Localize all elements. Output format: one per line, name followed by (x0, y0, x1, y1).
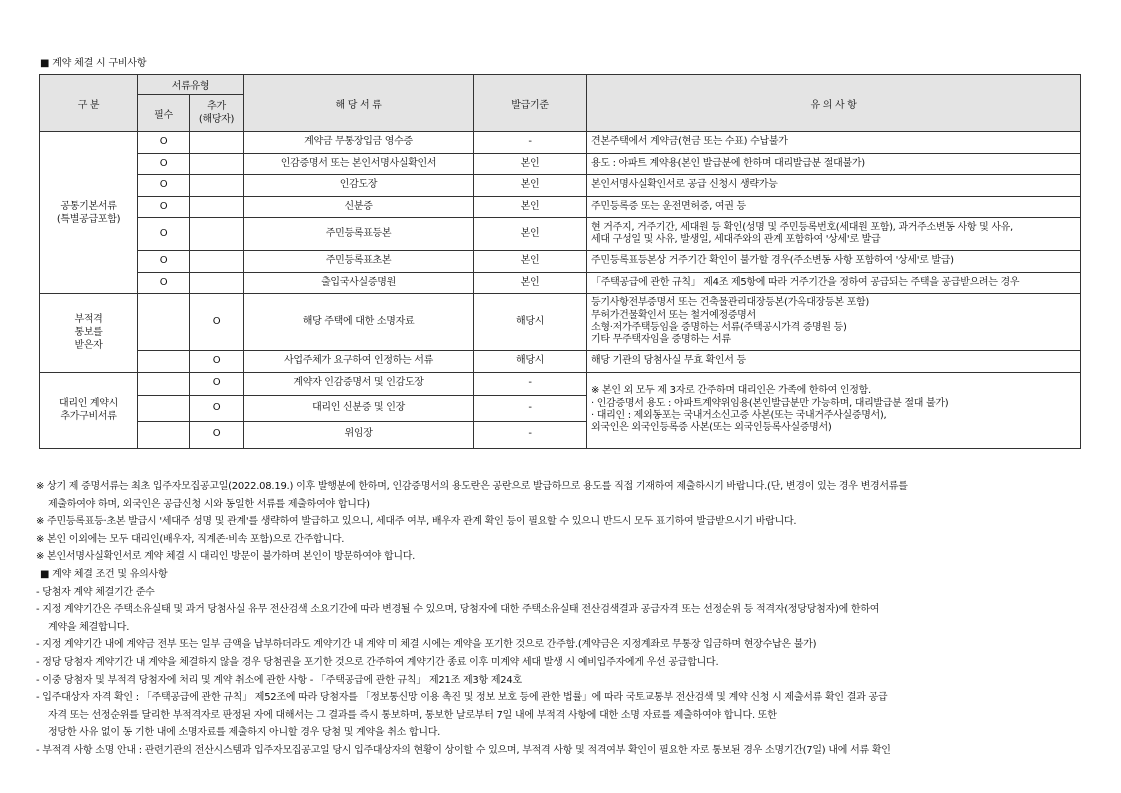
table-row (40, 175, 1081, 197)
table-row (40, 272, 1081, 294)
document-note: 주민등록증 또는 운전면허증, 여권 등 (587, 196, 1081, 218)
table-row (40, 372, 1081, 395)
required-mark: O (138, 218, 190, 251)
document-note: 용도 : 아파트 계약용(본인 발급분에 한하며 대리발급분 절대불가) (587, 153, 1081, 175)
issue-basis: 본인 (474, 175, 587, 197)
section-title-conditions: ■ 계약 체결 조건 및 유의사항 (40, 568, 168, 580)
additional-mark: O (190, 372, 244, 395)
issue-basis: 본인 (474, 196, 587, 218)
required-mark: O (138, 132, 190, 154)
header-issue-basis: 발급기준 (474, 75, 587, 132)
note-line: ※ 본인 이외에는 모두 대리인(배우자, 직계존·비속 포함)으로 간주합니다. (36, 533, 345, 545)
additional-mark (190, 272, 244, 294)
required-mark: O (138, 153, 190, 175)
additional-mark (190, 251, 244, 273)
condition-line: - 지정 계약기간은 주택소유실태 및 과거 당첨사실 유무 전산검색 소요기간에 따라 변경될 수 있으며, 당첨자에 대한 주택소유실태 전산검색결과 공급자격 또는 선정순위 등 적격자(정당당첨자)에 한하여 (36, 604, 880, 616)
issue-basis: - (474, 421, 587, 448)
header-additional: 추가 (해당자) (190, 95, 244, 132)
additional-mark: O (190, 351, 244, 373)
document-name: 위임장 (244, 421, 474, 448)
condition-line: - 당첨자 계약 체결기간 준수 (36, 586, 155, 598)
table-row (40, 153, 1081, 175)
header-documents: 해 당 서 류 (244, 75, 474, 132)
additional-mark (190, 196, 244, 218)
group-agent: 대리인 계약시 추가구비서류 (40, 372, 138, 448)
additional-mark: O (190, 294, 244, 351)
issue-basis: 본인 (474, 218, 587, 251)
contract-documents-table (39, 74, 1081, 449)
document-note: 해당 기관의 당첨사실 무효 확인서 등 (587, 351, 1081, 373)
additional-mark: O (190, 421, 244, 448)
document-note: 본인서명사실확인서로 공급 신청시 생략가능 (587, 175, 1081, 197)
document-note: 주민등록표등본상 거주기간 확인이 불가할 경우(주소변동 사항 포함하여 '상세'로 발급) (587, 251, 1081, 273)
table-row (40, 132, 1081, 154)
table-row (40, 218, 1081, 251)
group-common-docs: 공통기본서류 (특별공급포함) (40, 132, 138, 294)
additional-mark (190, 153, 244, 175)
issue-basis: 본인 (474, 153, 587, 175)
document-note: 「주택공급에 관한 규칙」 제4조 제5항에 따라 거주기간을 정하여 공급되는 주택을 공급받으려는 경우 (587, 272, 1081, 294)
issue-basis: 해당시 (474, 351, 587, 373)
issue-basis: - (474, 372, 587, 395)
additional-mark (190, 132, 244, 154)
document-name: 해당 주택에 대한 소명자료 (244, 294, 474, 351)
condition-line: - 부적격 사항 소명 안내 : 관련기관의 전산시스템과 입주자모집공고일 당시 입주대상자의 현황이 상이할 수 있으며, 부적격 사항 및 적격여부 확인이 필요한 자로 통보된 경우 소명기간(7일) 내에 서류 확인 (36, 744, 891, 756)
document-name: 주민등록표초본 (244, 251, 474, 273)
note-line: ※ 상기 제 증명서류는 최초 입주자모집공고일(2022.08.19.) 이후 발행분에 한하며, 인감증명서의 용도란은 공란으로 발급하므로 용도를 직접 기재하여 제출하시기 바랍니다.(단, 변경이 있는 경우 변경서류를 (36, 481, 908, 492)
document-name: 사업주체가 요구하여 인정하는 서류 (244, 351, 474, 373)
required-mark: O (138, 251, 190, 273)
condition-line: - 입주대상자 자격 확인 : 「주택공급에 관한 규칙」 제52조에 따라 당첨자를 「정보통신망 이용 촉진 및 정보 보호 등에 관한 법률」에 따라 국토교통부 전산검색 및 계약 신청 시 제출서류 확인 결과 공급 (36, 692, 888, 704)
required-mark (138, 395, 190, 421)
table-row (40, 251, 1081, 273)
note-line: ※ 주민등록표등·초본 발급시 '세대주 성명 및 관계'를 생략하여 발급하고 있으니, 세대주 여부, 배우자 관계 확인 등이 필요할 수 있으니 반드시 모두 표기하여 발급받으시기 바랍니다. (36, 516, 797, 528)
table-row (40, 196, 1081, 218)
issue-basis: - (474, 395, 587, 421)
document-name: 계약자 인감증명서 및 인감도장 (244, 372, 474, 395)
issue-basis: 본인 (474, 272, 587, 294)
required-mark (138, 421, 190, 448)
condition-line: - 이중 당첨자 및 부적격 당첨자에 처리 및 계약 취소에 관한 사항 - 「주택공급에 관한 규칙」 제21조 제3항 제24호 (36, 674, 522, 686)
note-line: ※ 본인서명사실확인서로 계약 체결 시 대리인 방문이 불가하며 본인이 방문하여야 합니다. (36, 551, 416, 563)
condition-line: 자격 또는 선정순위를 달리한 부적격자로 판정된 자에 대해서는 그 결과를 즉시 통보하며, 통보한 날로부터 7일 내에 부적격 사항에 대한 소명 자료를 제출하여야 합니다. 또한 (48, 709, 777, 721)
document-name: 출입국사실증명원 (244, 272, 474, 294)
issue-basis: - (474, 132, 587, 154)
header-required: 필수 (138, 95, 190, 132)
condition-line: - 지정 계약기간 내에 계약금 전부 또는 일부 금액을 납부하더라도 계약기간 내 계약 미 체결 시에는 계약을 포기한 것으로 간주함.(계약금은 지정계좌로 무통장 입금하며 현장수납은 불가) (36, 639, 817, 651)
document-name: 주민등록표등본 (244, 218, 474, 251)
issue-basis: 해당시 (474, 294, 587, 351)
notes-section (36, 478, 1086, 760)
agent-note: ※ 본인 외 모두 제 3자로 간주하며 대리인은 가족에 한하여 인정함. · 인감증명서 용도 : 아파트계약위임용(본인발급분만 가능하며, 대리발급분 절대 불가) · 대리인 : 제외동포는 국내거소신고증 사본(또는 국내거주사실증명서), 외국인은 외국인등록증 사본(또는 외국인등록사실증명서) (587, 372, 1081, 448)
table-row (40, 351, 1081, 373)
header-notes: 유 의 사 항 (587, 75, 1081, 132)
document-note: 견본주택에서 계약금(현금 또는 수표) 수납불가 (587, 132, 1081, 154)
additional-mark: O (190, 395, 244, 421)
additional-mark (190, 175, 244, 197)
required-mark (138, 372, 190, 395)
required-mark (138, 294, 190, 351)
header-doc-type: 서류유형 (138, 75, 244, 95)
additional-mark (190, 218, 244, 251)
issue-basis: 본인 (474, 251, 587, 273)
document-name: 인감증명서 또는 본인서명사실확인서 (244, 153, 474, 175)
section-title-contract-docs: ■ 계약 체결 시 구비사항 (40, 58, 147, 69)
condition-line: 계약을 체결합니다. (48, 621, 130, 633)
table-row (40, 294, 1081, 351)
document-name: 인감도장 (244, 175, 474, 197)
document-name: 대리인 신분증 및 인장 (244, 395, 474, 421)
required-mark: O (138, 175, 190, 197)
condition-line: 정당한 사유 없이 동 기한 내에 소명자료를 제출하지 아니할 경우 당첨 및 계약을 취소 합니다. (48, 727, 441, 739)
note-line: 제출하여야 하며, 외국인은 공급신청 시와 동일한 서류를 제출하여야 합니다) (48, 498, 370, 510)
required-mark: O (138, 272, 190, 294)
document-name: 계약금 무통장입금 영수증 (244, 132, 474, 154)
document-note: 현 거주지, 거주기간, 세대원 등 확인(성명 및 주민등록번호(세대원 포함), 과거주소변동 사항 및 사유, 세대 구성일 및 사유, 발생일, 세대주와의 관계 포함하여 '상세'로 발급 (587, 218, 1081, 251)
required-mark (138, 351, 190, 373)
document-note: 등기사항전부증명서 또는 건축물관리대장등본(가옥대장등본 포함) 무허가건물확인서 또는 철거예정증명서 소형·저가주택등임을 증명하는 서류(주택공시가격 증명원 등) 기타 무주택자임을 증명하는 서류 (587, 294, 1081, 351)
header-category: 구 분 (40, 75, 138, 132)
condition-line: - 정당 당첨자 계약기간 내 계약을 체결하지 않을 경우 당첨권을 포기한 것으로 간주하여 계약기간 종료 이후 미계약 세대 발생 시 예비입주자에게 우선 공급합니다. (36, 656, 719, 668)
group-ineligible: 부적격 통보를 받은자 (40, 294, 138, 373)
document-name: 신분증 (244, 196, 474, 218)
required-mark: O (138, 196, 190, 218)
